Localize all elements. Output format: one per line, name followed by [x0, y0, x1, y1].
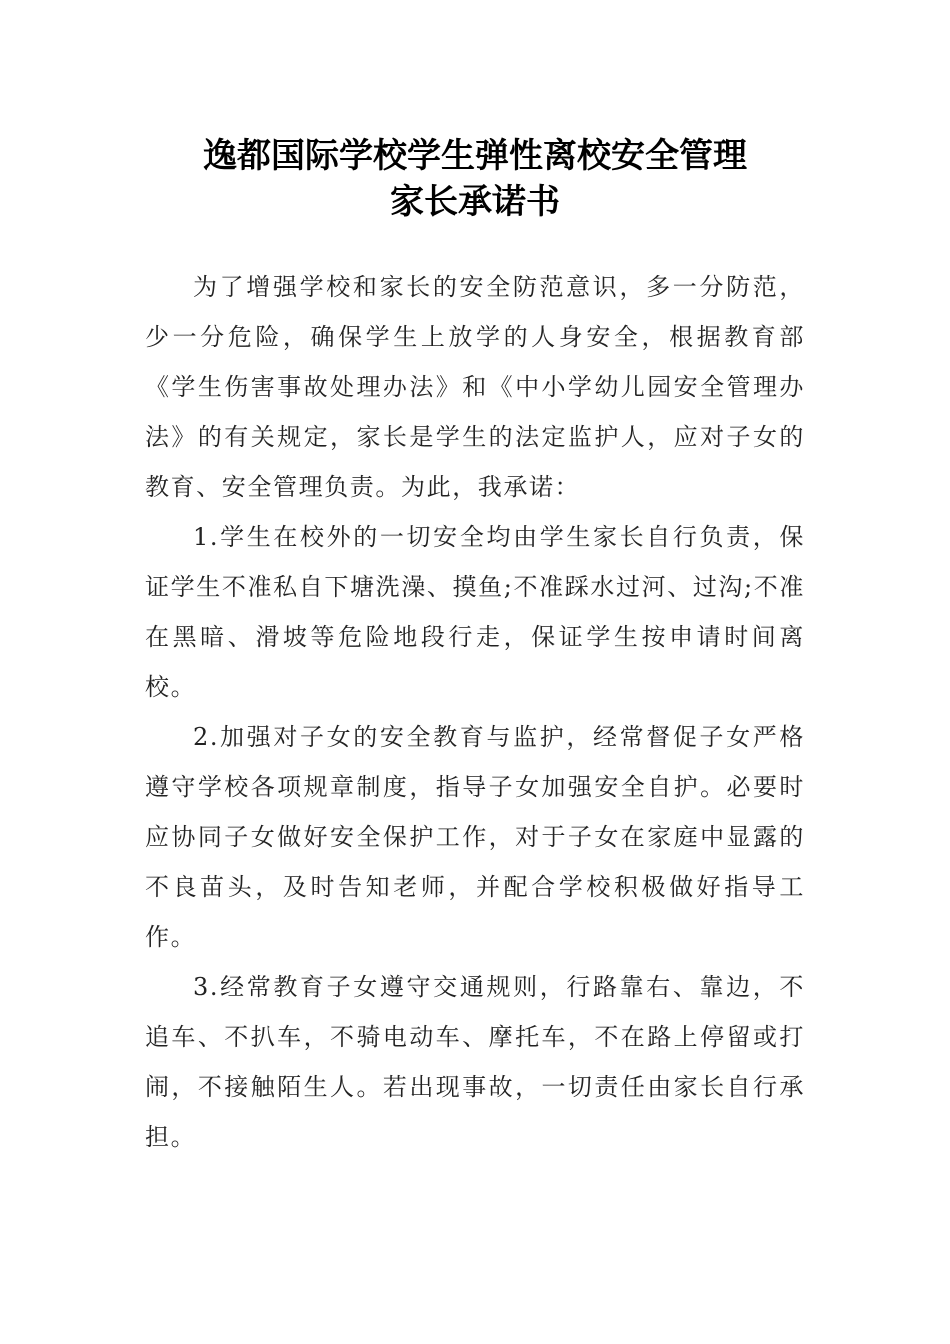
paragraph-intro: 为了增强学校和家长的安全防范意识，多一分防范，少一分危险，确保学生上放学的人身安全，根据教育部《学生伤害事故处理办法》和《中小学幼儿园安全管理办法》的有关规定，家长是学生的法定监护人，应对子女的教育、安全管理负责。为此，我承诺：	[145, 273, 805, 501]
document-title	[0, 133, 950, 225]
title-line-1: 逸都国际学校学生弹性离校安全管理	[203, 136, 747, 176]
title-line-2: 家长承诺书	[390, 182, 560, 222]
paragraph-item-3: 3.经常教育子女遵守交通规则，行路靠右、靠边，不追车、不扒车，不骑电动车、摩托车，不在路上停留或打闹，不接触陌生人。若出现事故，一切责任由家长自行承担。	[145, 973, 805, 1151]
paragraph-item-1: 1.学生在校外的一切安全均由学生家长自行负责，保证学生不准私自下塘洗澡、摸鱼;不准踩水过河、过沟;不准在黑暗、滑坡等危险地段行走，保证学生按申请时间离校。	[145, 523, 805, 701]
document-body	[145, 262, 805, 1162]
paragraph-item-2: 2.加强对子女的安全教育与监护，经常督促子女严格遵守学校各项规章制度，指导子女加强安全自护。必要时应协同子女做好安全保护工作，对于子女在家庭中显露的不良苗头，及时告知老师，并配合学校积极做好指导工作。	[145, 723, 805, 951]
